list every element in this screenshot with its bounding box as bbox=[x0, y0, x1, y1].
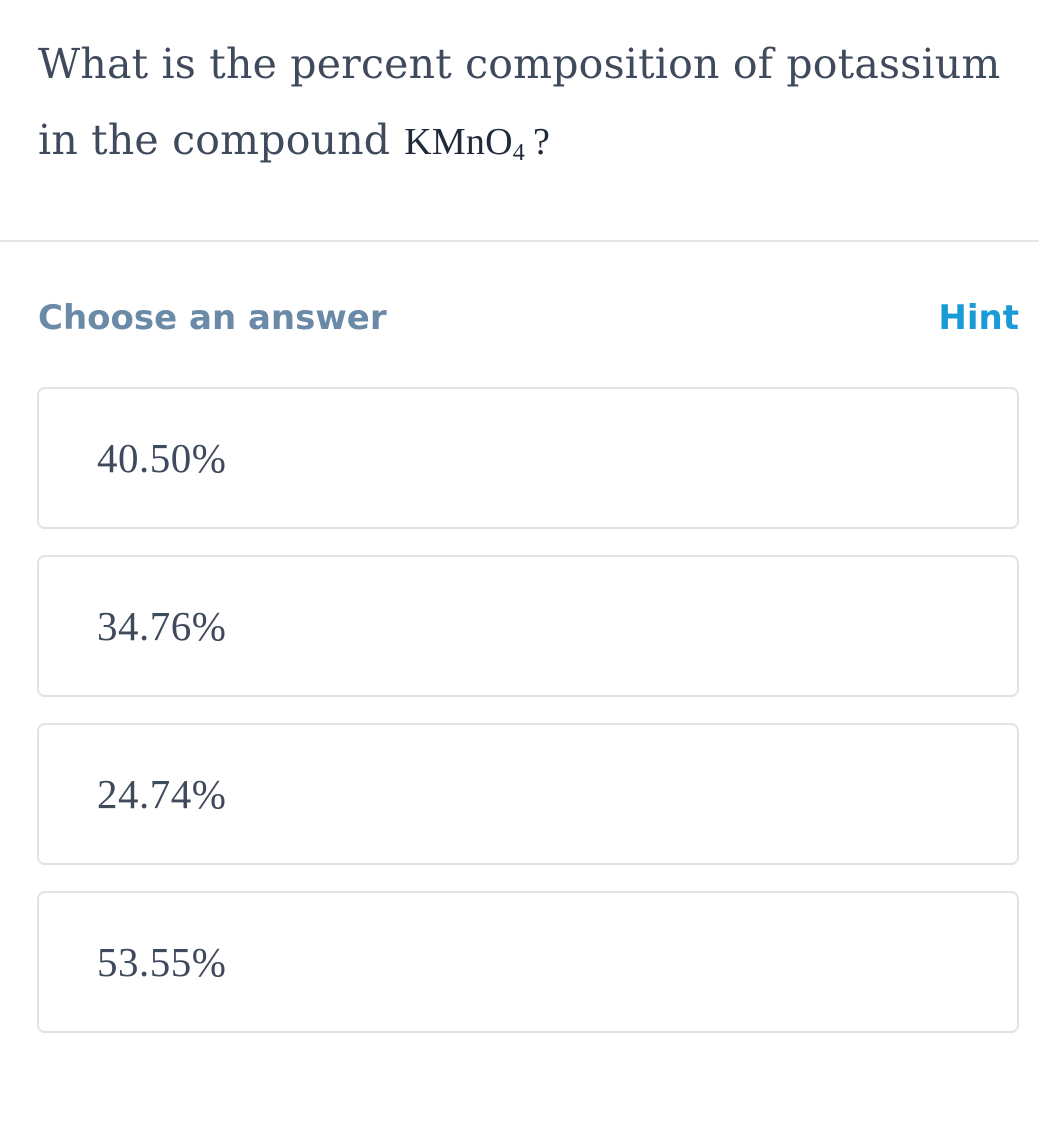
answer-option-text: 24.74% bbox=[97, 771, 227, 817]
answer-option-1[interactable] bbox=[37, 387, 1019, 529]
answer-option-4[interactable] bbox=[37, 891, 1019, 1033]
formula-main: KMnO bbox=[404, 121, 513, 163]
answer-option-text: 34.76% bbox=[97, 603, 227, 649]
answer-option-text: 53.55% bbox=[97, 939, 227, 985]
answer-option-text: 40.50% bbox=[97, 435, 227, 481]
answer-option-3[interactable] bbox=[37, 723, 1019, 865]
question-prompt: What is the percent composition of potassium in the compound bbox=[38, 40, 1001, 164]
answer-options bbox=[37, 387, 1019, 1059]
formula-subscript: 4 bbox=[512, 140, 525, 166]
section-divider bbox=[0, 240, 1039, 242]
question-mark: ? bbox=[532, 121, 551, 163]
choose-answer-label: Choose an answer bbox=[38, 298, 387, 338]
answer-option-2[interactable] bbox=[37, 555, 1019, 697]
hint-link[interactable]: Hint bbox=[938, 298, 1019, 338]
chemical-formula bbox=[404, 121, 525, 166]
question-text bbox=[38, 26, 1028, 180]
